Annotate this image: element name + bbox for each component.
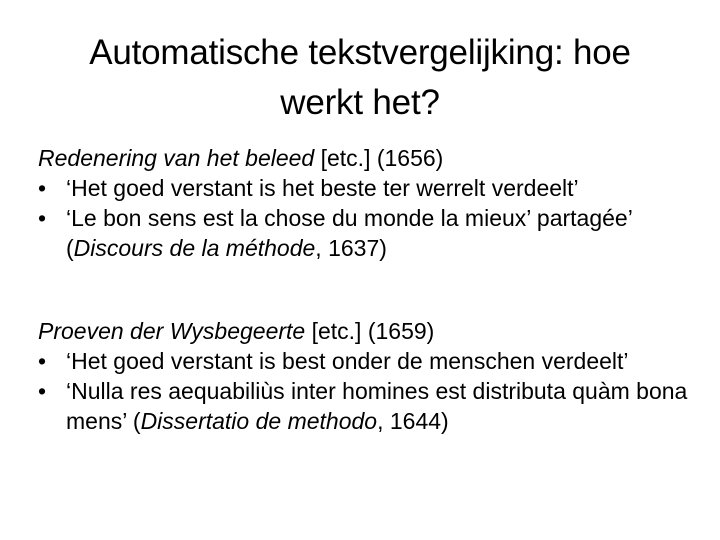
slide-title-line-2: werkt het? bbox=[280, 83, 440, 122]
list-item bbox=[38, 203, 688, 263]
list-item-text: ‘Het goed verstant is best onder de menschen verdeelt’ bbox=[66, 348, 629, 374]
bullet-icon: • bbox=[38, 378, 47, 404]
section-heading-2 bbox=[38, 316, 688, 346]
bullet-icon: • bbox=[38, 205, 47, 231]
list-item-text: ‘Het goed verstant is het beste ter werrelt verdeelt’ bbox=[66, 175, 579, 201]
slide-title bbox=[40, 28, 680, 128]
list-item bbox=[38, 376, 688, 436]
list-item-text: ‘Le bon sens est la chose du monde la mieux’ partagée’ ( bbox=[66, 205, 632, 261]
bullet-icon: • bbox=[38, 175, 47, 201]
list-item-text-end: , 1644) bbox=[377, 408, 449, 434]
slide-title-line-1: Automatische tekstvergelijking: hoe bbox=[89, 33, 631, 72]
slide-body bbox=[38, 143, 688, 436]
section-heading-1-suffix: [etc.] (1656) bbox=[314, 145, 444, 171]
section-heading-2-title: Proeven der Wysbegeerte bbox=[38, 318, 306, 344]
section-heading-1-title: Redenering van het beleed bbox=[38, 145, 315, 171]
section-heading-1 bbox=[38, 143, 688, 173]
section-2-list bbox=[38, 346, 688, 436]
work-title: Dissertatio de methodo bbox=[140, 408, 378, 434]
section-spacer bbox=[38, 263, 688, 316]
bullet-icon: • bbox=[38, 348, 47, 374]
section-heading-2-suffix: [etc.] (1659) bbox=[305, 318, 435, 344]
list-item bbox=[38, 173, 688, 203]
list-item-text-end: , 1637) bbox=[315, 235, 387, 261]
list-item-text: ‘Nulla res aequabiliùs inter homines est distributa quàm bona mens’ ( bbox=[66, 378, 688, 434]
work-title: Discours de la méthode bbox=[73, 235, 316, 261]
section-1-list bbox=[38, 173, 688, 263]
list-item bbox=[38, 346, 688, 376]
